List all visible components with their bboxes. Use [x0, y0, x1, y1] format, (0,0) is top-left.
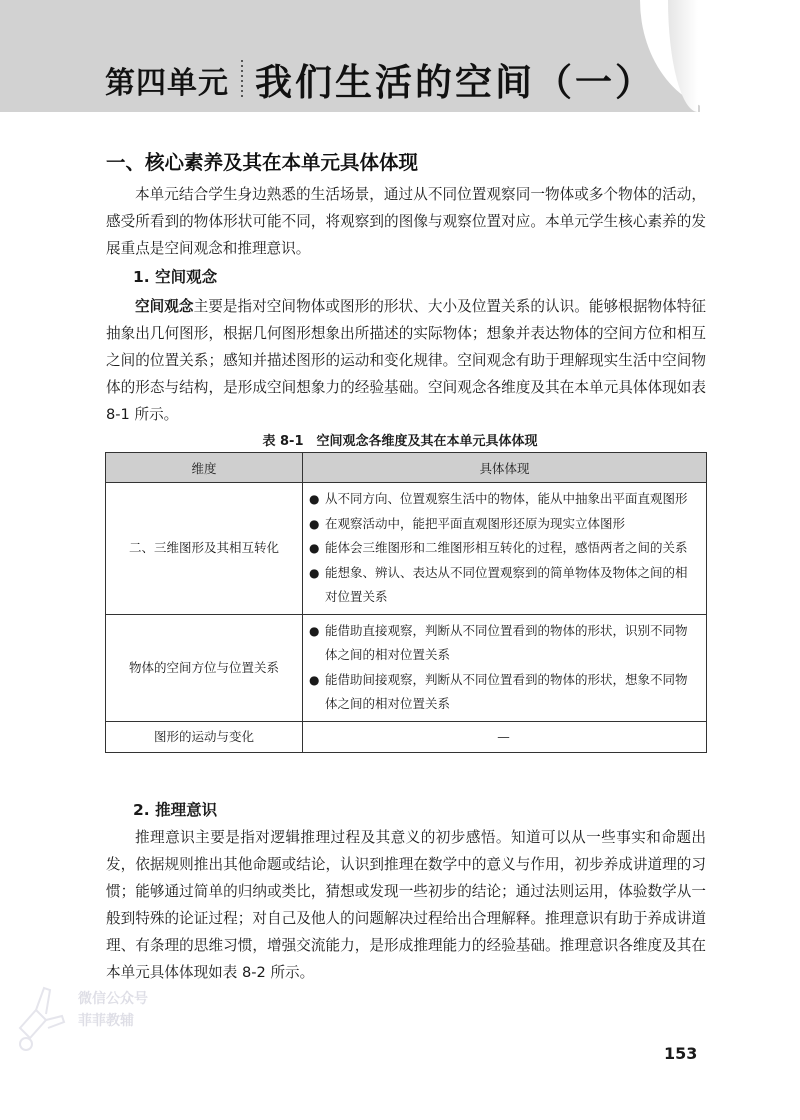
- intro-paragraph: 本单元结合学生身边熟悉的生活场景，通过从不同位置观察同一物体或多个物体的活动，感受所看到的物体形状可能不同，将观察到的图像与观察位置对应。本单元学生核心素养的发展重点是空间观念和推理意识。: [106, 186, 706, 257]
- header-divider: [241, 60, 243, 98]
- spatial-lead-term: 空间观念: [135, 298, 194, 315]
- reasoning-heading: 2. 推理意识: [133, 801, 218, 819]
- spec-cell: [303, 614, 707, 721]
- list-item: ● 在观察活动中，能把平面直观图形还原为现实立体图形: [309, 512, 698, 537]
- list-item: ● 能借助间接观察，判断从不同位置看到的物体的形状，想象不同物体之间的相对位置关系: [309, 668, 698, 717]
- spatial-body: 主要是指对空间物体或图形的形状、大小及位置关系的认识。能够根据物体特征抽象出几何图形，根据几何图形想象出所描述的实际物体；想象并表达物体的空间方位和相互之间的位置关系；感知并描述图形的运动和变化规律。空间观念有助于理解现实生活中空间物体的形态与结构，是形成空间想象力的经验基础。空间观念各维度及其在本单元具体体现如表 8-1 所示。: [106, 298, 706, 423]
- spatial-paragraph: [106, 293, 706, 428]
- table-header-dimension: 维度: [106, 453, 303, 483]
- watermark-hand-icon: [6, 970, 76, 1060]
- bullet-icon: ●: [309, 516, 320, 531]
- watermark-line-2: 菲菲教辅: [78, 1013, 134, 1029]
- dimension-cell: 物体的空间方位与位置关系: [106, 614, 303, 721]
- table-row: [106, 721, 707, 752]
- watermark-line-1: 微信公众号: [78, 991, 148, 1007]
- table-header-spec: 具体体现: [303, 453, 707, 483]
- bullet-icon: ●: [309, 623, 320, 638]
- spatial-heading: 1. 空间观念: [133, 268, 218, 286]
- table-header-row: [106, 453, 707, 483]
- section-heading: 一、核心素养及其在本单元具体体现: [106, 151, 419, 174]
- bullet-icon: ●: [309, 492, 320, 506]
- bullet-icon: ●: [309, 541, 320, 555]
- list-item: ● 从不同方向、位置观察生活中的物体，能从中抽象出平面直观图形: [309, 487, 698, 512]
- table-row: [106, 483, 707, 615]
- spec-cell: [303, 483, 707, 615]
- dimension-cell: 图形的运动与变化: [106, 721, 303, 752]
- list-item: ● 能想象、辨认、表达从不同位置观察到的简单物体及物体之间的相对位置关系: [309, 561, 698, 610]
- reasoning-paragraph: 推理意识主要是指对逻辑推理过程及其意义的初步感悟。知道可以从一些事实和命题出发，依据规则推出其他命题或结论，认识到推理在数学中的意义与作用，初步养成讲道理的习惯；能够通过简单的归纳或类比，猜想或发现一些初步的结论；通过法则运用，体验数学从一般到特殊的论证过程；对自己及他人的问题解决过程给出合理解释。推理意识有助于养成讲道理、有条理的思维习惯，增强交流能力，是形成推理能力的经验基础。推理意识各维度及其在本单元具体体现如表 8-2 所示。: [106, 829, 706, 981]
- bullet-icon: ●: [309, 672, 320, 687]
- table-row: [106, 614, 707, 721]
- page-number: 153: [664, 1044, 698, 1063]
- watermark: [6, 970, 156, 1060]
- table-caption: 表 8-1 空间观念各维度及其在本单元具体体现: [262, 434, 538, 449]
- unit-title: 我们生活的空间（一）: [255, 61, 655, 104]
- unit-label: 第四单元: [105, 66, 229, 101]
- bullet-icon: ●: [309, 565, 320, 580]
- list-item: ● 能借助直接观察，判断从不同位置看到的物体的形状，识别不同物体之间的相对位置关系: [309, 619, 698, 668]
- spatial-table: [105, 452, 707, 753]
- spec-cell: —: [303, 721, 707, 752]
- list-item: ● 能体会三维图形和二维图形相互转化的过程，感悟两者之间的关系: [309, 536, 698, 561]
- dimension-cell: 二、三维图形及其相互转化: [106, 483, 303, 615]
